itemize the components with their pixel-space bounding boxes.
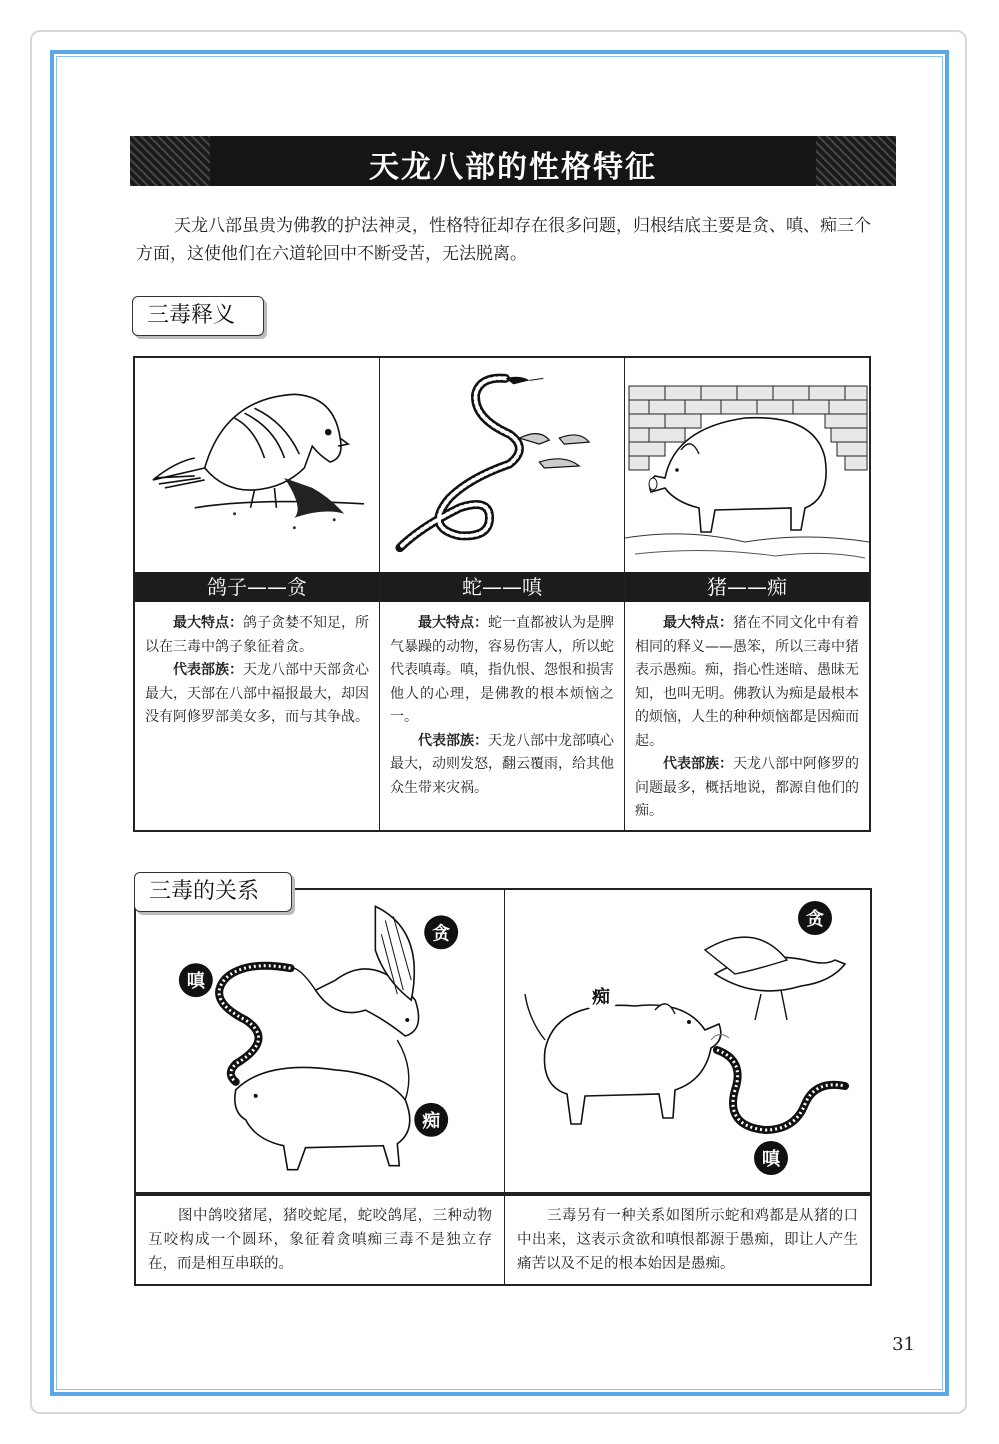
relationship-panel-circle (136, 890, 505, 1284)
intro-paragraph: 天龙八部虽贵为佛教的护法神灵，性格特征却存在很多问题，归根结底主要是贪、嗔、痴三个方面，这使他们在六道轮回中不断受苦，无法脱离。 (136, 216, 871, 264)
section-label-three-poisons: 三毒释义 (132, 296, 264, 336)
page-number: 31 (892, 1334, 915, 1355)
pigeon-illustration (135, 358, 379, 572)
svg-text:痴: 痴 (422, 1110, 441, 1132)
column-text: 最大特点：猪在不同文化中有着相同的释义——愚笨，所以三毒中猪表示愚痴。痴，指心性迷暗、愚昧无知，也叫无明。佛教认为痴是最根本的烦恼，人生的种种烦恼都是因痴而起。 代表部族：天龙八部中阿修罗的问题最多，概括地说，都源自他们的痴。 (635, 615, 859, 819)
panel-caption: 三毒另有一种关系如图所示蛇和鸡都是从猪的口中出来，这表示贪欲和嗔恨都源于愚痴，即让人产生痛苦以及不足的根本始因是愚痴。 (517, 1208, 858, 1272)
source-relationship-illustration (505, 890, 870, 1192)
page-title: 天龙八部的性格特征 (369, 150, 657, 185)
svg-text:嗔: 嗔 (186, 971, 205, 993)
column-heading: 鸽子——贪 (135, 572, 379, 602)
svg-text:嗔: 嗔 (762, 1149, 780, 1170)
column-heading: 蛇——嗔 (380, 572, 624, 602)
svg-text:痴: 痴 (592, 987, 610, 1008)
svg-text:贪: 贪 (432, 923, 451, 945)
column-text: 最大特点：蛇一直都被认为是脾气暴躁的动物，容易伤害人，所以蛇代表嗔毒。嗔，指仇恨、怨恨和损害他人的心理，是佛教的根本烦恼之一。 代表部族：天龙八部中龙部嗔心最大，动则发怒，翻云覆雨，给其他众生带来灾祸。 (390, 615, 614, 796)
column-heading: 猪——痴 (625, 572, 869, 602)
snake-illustration (380, 358, 624, 572)
section-label-relationship: 三毒的关系 (134, 872, 292, 912)
svg-text:贪: 贪 (806, 909, 824, 930)
three-poisons-relationship-table (134, 888, 872, 1286)
panel-caption: 图中鸽咬猪尾，猪咬蛇尾，蛇咬鸽尾，三种动物互咬构成一个圆环，象征着贪嗔痴三毒不是独立存在，而是相互串联的。 (148, 1208, 492, 1272)
column-text: 最大特点：鸽子贪婪不知足，所以在三毒中鸽子象征着贪。 代表部族：天龙八部中天部贪心最大，天部在八部中福报最大，却因没有阿修罗部美女多，而与其争战。 (145, 615, 369, 725)
table-column-pig (625, 358, 869, 830)
circular-relationship-illustration (136, 890, 504, 1192)
table-column-pigeon (135, 358, 380, 830)
title-banner (130, 136, 896, 186)
relationship-panel-source (505, 890, 870, 1284)
pig-illustration (625, 358, 869, 572)
table-column-snake (380, 358, 625, 830)
three-poisons-table (133, 356, 871, 832)
